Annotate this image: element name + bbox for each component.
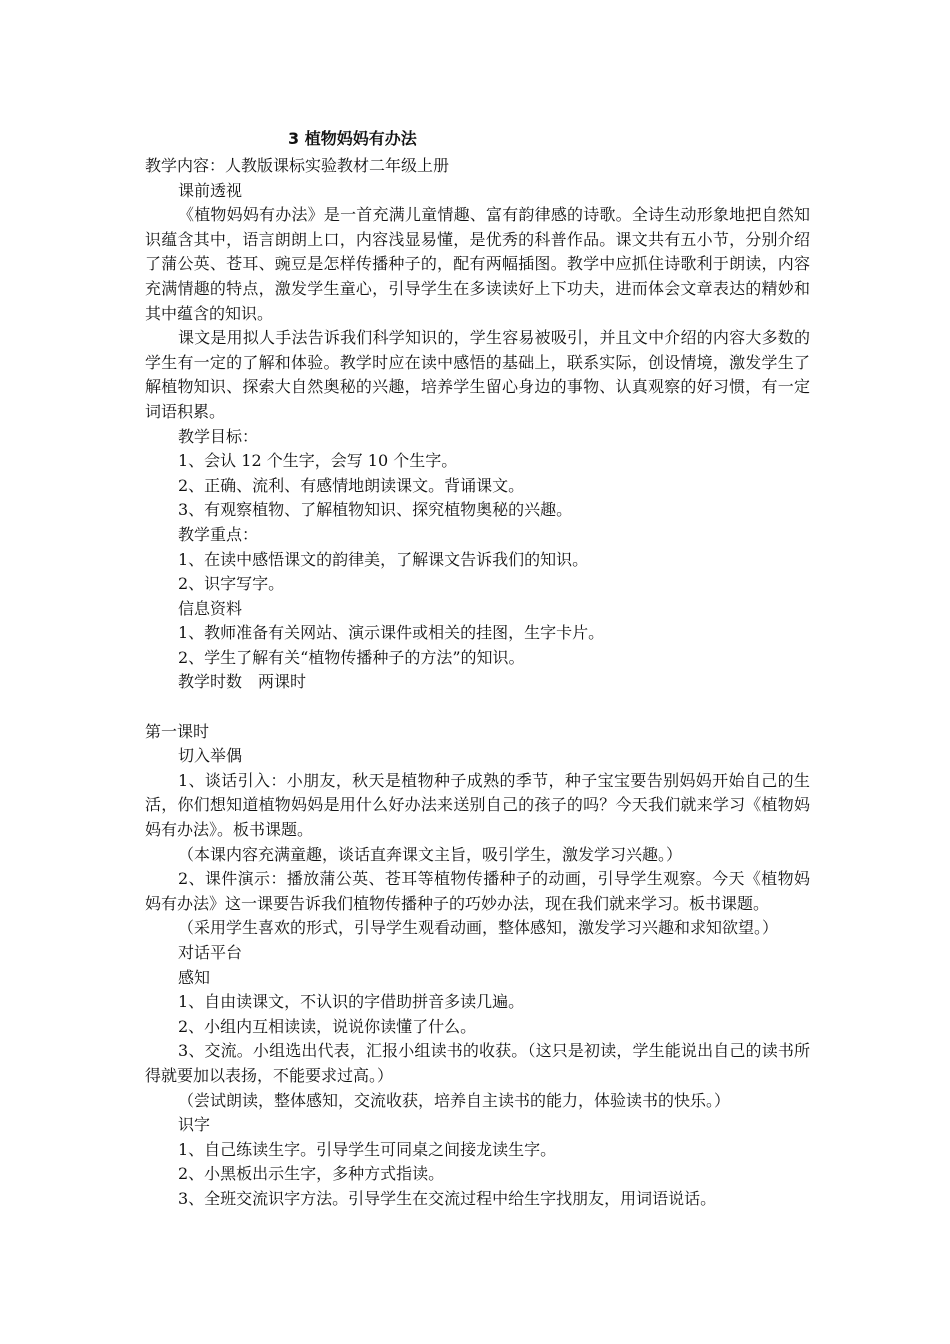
document-title: 3 植物妈妈有办法	[288, 129, 417, 148]
intro-heading: 切入举偶	[178, 746, 243, 766]
key-point-item: 1、在读中感悟课文的韵律美，了解课文告诉我们的知识。	[178, 549, 589, 569]
document-page	[145, 118, 810, 1212]
teaching-content: 教学内容：人教版课标实验教材二年级上册	[145, 156, 450, 175]
intro-paragraph: 2、课件演示：播放蒲公英、苍耳等植物传播种子的动画，引导学生观察。今天《植物妈妈有办法》这一课要告诉我们植物传播种子的巧妙办法，现在我们就来学习。板书课题。	[145, 869, 810, 913]
teaching-hours: 教学时数 两课时	[178, 672, 307, 692]
intro-paragraph: （本课内容充满童趣，谈话直奔课文主旨，吸引学生，激发学习兴趣。）	[178, 844, 683, 864]
perceive-paragraph: （尝试朗读，整体感知，交流收获，培养自主读书的能力，体验读书的快乐。）	[178, 1090, 731, 1110]
blank-line	[145, 695, 810, 720]
perceive-heading: 感知	[178, 967, 211, 987]
goal-item: 1、会认 12 个生字，会写 10 个生字。	[178, 451, 458, 471]
literacy-item: 1、自己练读生字。引导学生可同桌之间接龙读生字。	[178, 1139, 557, 1159]
goals-heading: 教学目标：	[178, 426, 259, 446]
resource-item: 1、教师准备有关网站、演示课件或相关的挂图，生字卡片。	[178, 623, 605, 643]
perceive-paragraph: 1、自由读课文，不认识的字借助拼音多读几遍。	[178, 992, 525, 1012]
perceive-paragraph: 2、小组内互相读读，说说你读懂了什么。	[178, 1016, 477, 1036]
preview-paragraph: 《植物妈妈有办法》是一首充满儿童情趣、富有韵律感的诗歌。全诗生动形象地把自然知识蕴含其中，语言朗朗上口，内容浅显易懂，是优秀的科普作品。课文共有五小节，分别介绍了蒲公英、苍耳、豌豆是怎样传播种子的，配有两幅插图。教学中应抓住诗歌利于朗读，内容充满情趣的特点，激发学生童心，引导学生在多读读好上下功夫，进而体会文章表达的精妙和其中蕴含的知识。	[145, 205, 810, 323]
resources-heading: 信息资料	[178, 598, 243, 618]
intro-paragraph: （采用学生喜欢的形式，引导学生观看动画，整体感知，激发学习兴趣和求知欲望。）	[178, 918, 779, 938]
literacy-item: 2、小黑板出示生字，多种方式指读。	[178, 1164, 445, 1184]
literacy-item: 3、全班交流识字方法。引导学生在交流过程中给生字找朋友，用词语说话。	[178, 1188, 717, 1208]
resource-item: 2、学生了解有关“植物传播种子的方法”的知识。	[178, 647, 525, 667]
goal-item: 2、正确、流利、有感情地朗读课文。背诵课文。	[178, 475, 525, 495]
preview-paragraph: 课文是用拟人手法告诉我们科学知识的，学生容易被吸引，并且文中介绍的内容大多数的学生有一定的了解和体验。教学时应在读中感悟的基础上，联系实际，创设情境，激发学生了解植物知识、探索大自然奥秘的兴趣，培养学生留心身边的事物、认真观察的好习惯，有一定词语积累。	[145, 328, 810, 421]
perceive-paragraph: 3、交流。小组选出代表，汇报小组读书的收获。（这只是初读，学生能说出自己的读书所得就要加以表扬，不能要求过高。）	[145, 1041, 810, 1085]
key-points-heading: 教学重点：	[178, 524, 259, 544]
dialog-heading: 对话平台	[178, 943, 243, 962]
key-point-item: 2、识字写字。	[178, 574, 285, 594]
preview-heading: 课前透视	[178, 180, 243, 200]
lesson1-heading: 第一课时	[145, 721, 210, 741]
goal-item: 3、有观察植物、了解植物知识、探究植物奥秘的兴趣。	[178, 500, 573, 520]
literacy-heading: 识字	[178, 1115, 211, 1135]
intro-paragraph: 1、谈话引入：小朋友，秋天是植物种子成熟的季节，种子宝宝要告别妈妈开始自己的生活，你们想知道植物妈妈是用什么好办法来送别自己的孩子的吗？今天我们就来学习《植物妈妈有办法》。板书课题。	[145, 770, 810, 840]
